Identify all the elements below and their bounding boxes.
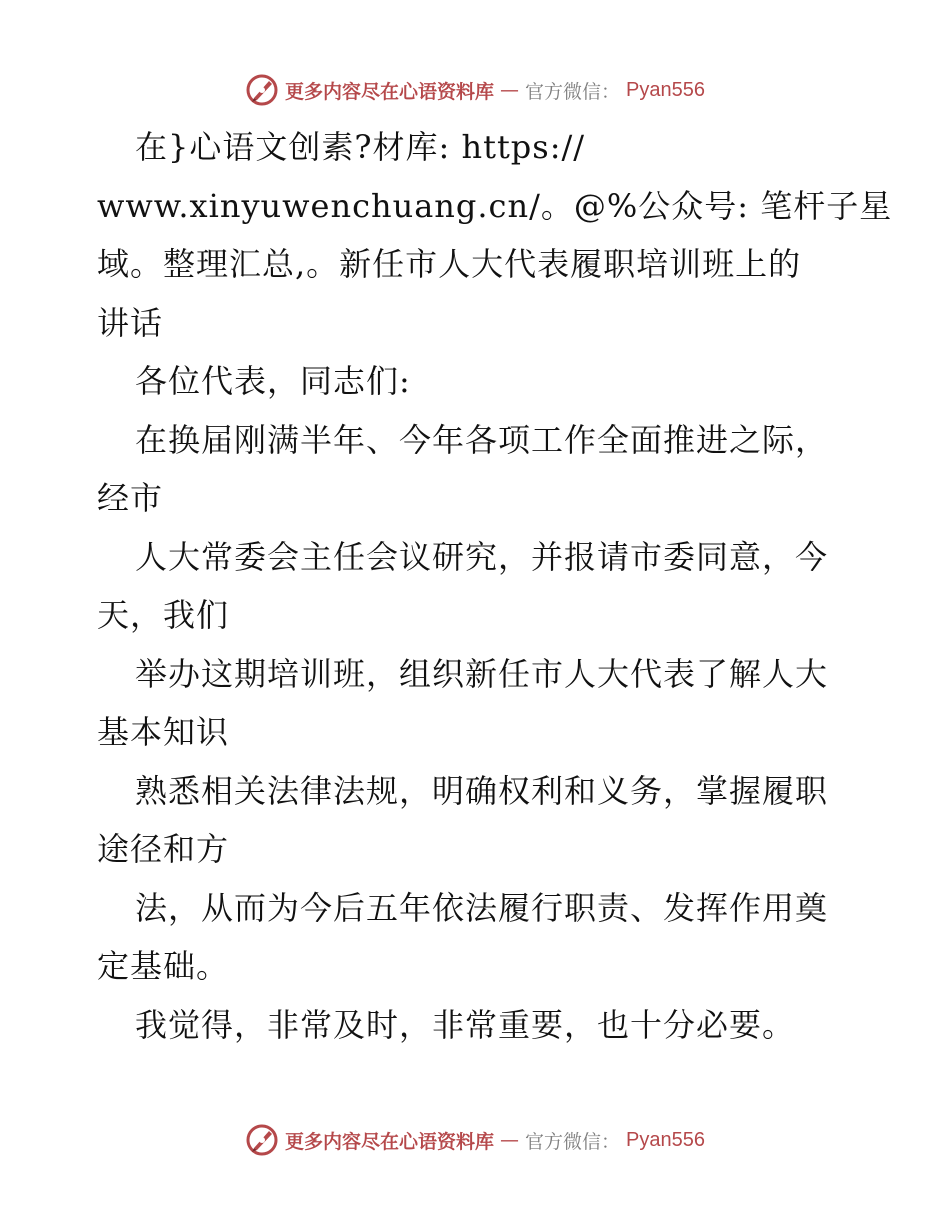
text-line: 天，我们: [97, 596, 230, 634]
text-line: 在换届刚满半年、今年各项工作全面推进之际，: [135, 420, 829, 459]
text-line: 基本知识: [97, 713, 230, 751]
banner-separator: —: [500, 79, 520, 101]
text-line: 经市: [97, 479, 164, 517]
text-line: 域。整理汇总,。新任市人大代表履职培训班上的: [97, 245, 802, 283]
banner-promo-text: 更多内容尽在心语资料库: [285, 80, 495, 103]
text-line: 在}心语文创素?材库: https://: [135, 128, 586, 166]
text-line: 讲话: [97, 303, 164, 342]
salutation: 各位代表，同志们:: [135, 362, 411, 400]
banner-promo-text: 更多内容尽在心语资料库: [285, 1130, 495, 1153]
text-line: 人大常委会主任会议研究，并报请市委同意，今: [135, 537, 829, 576]
banner-separator: —: [500, 1129, 520, 1151]
quill-pen-logo-icon: [245, 73, 279, 107]
text-line: 途径和方: [97, 830, 230, 868]
text-line: 我觉得，非常及时，非常重要，也十分必要。: [135, 1005, 796, 1044]
quill-pen-logo-icon: [245, 1123, 279, 1157]
document-body: [97, 118, 893, 1054]
text-line: www.xinyuwenchuang.cn/。@%公众号: 笔杆子星: [97, 186, 893, 225]
banner-wechat-id: Pyan556: [626, 1128, 705, 1151]
footer-banner: [0, 1120, 950, 1160]
banner-channel-text: 官方微信：: [525, 80, 621, 103]
text-line: 举办这期培训班，组织新任市人大代表了解人大: [135, 654, 829, 693]
header-banner: [0, 70, 950, 110]
text-line: 定基础。: [97, 947, 230, 985]
banner-wechat-id: Pyan556: [626, 78, 705, 101]
text-line: 熟悉相关法律法规，明确权利和义务，掌握履职: [135, 771, 829, 810]
banner-channel-text: 官方微信：: [525, 1130, 621, 1153]
text-line: 法，从而为今后五年依法履行职责、发挥作用奠: [135, 888, 829, 927]
